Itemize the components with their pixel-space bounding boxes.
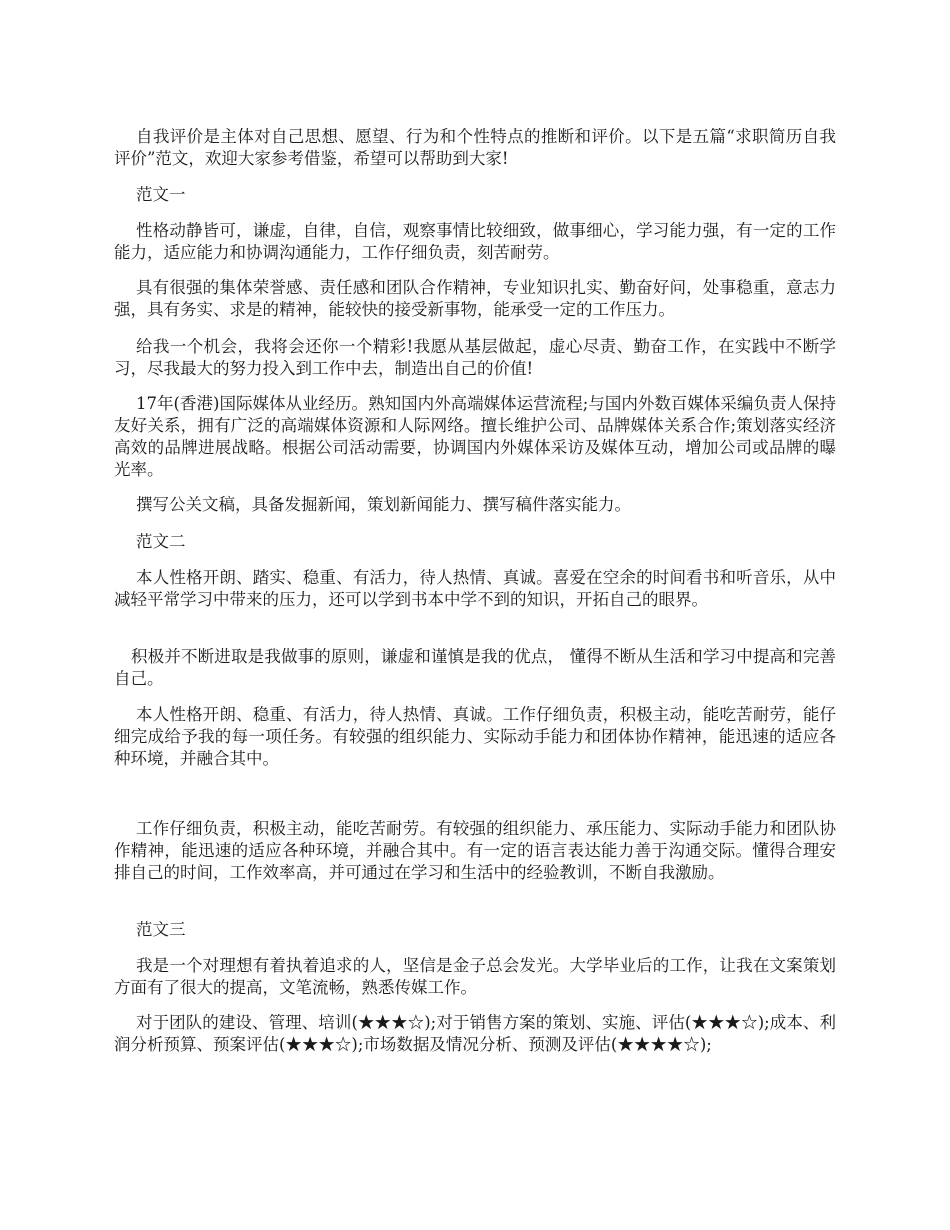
body-paragraph: 本人性格开朗、踏实、稳重、有活力，待人热情、真诚。喜爱在空余的时间看书和听音乐，从中减轻平常学习中带来的压力，还可以学到书本中学不到的知识，开拓自己的眼界。	[114, 568, 836, 609]
body-paragraph: 具有很强的集体荣誉感、责任感和团队合作精神，专业知识扎实、勤奋好问，处事稳重，意志力强，具有务实、求是的精神，能较快的接受新事物，能承受一定的工作压力。	[114, 278, 836, 319]
body-paragraph: 性格动静皆可，谦虚，自律，自信，观察事情比较细致，做事细心，学习能力强，有一定的工作能力，适应能力和协调沟通能力，工作仔细负责，刻苦耐劳。	[114, 221, 836, 262]
section-heading-3: 范文三	[136, 920, 186, 939]
skills-rating-paragraph: 对于团队的建设、管理、培训(★★★☆);对于销售方案的策划、实施、评估(★★★☆);成本、利润分析预算、预案评估(★★★☆);市场数据及情况分析、预测及评估(★★★★☆);	[114, 1013, 836, 1054]
body-paragraph: 撰写公关文稿，具备发掘新闻，策划新闻能力、撰写稿件落实能力。	[136, 495, 631, 514]
body-paragraph: 本人性格开朗、稳重、有活力，待人热情、真诚。工作仔细负责，积极主动，能吃苦耐劳，能仔细完成给予我的每一项任务。有较强的组织能力、实际动手能力和团体协作精神，能迅速的适应各种环境，并融合其中。	[114, 705, 836, 768]
section-heading-2: 范文二	[136, 532, 186, 551]
body-paragraph: 工作仔细负责，积极主动，能吃苦耐劳。有较强的组织能力、承压能力、实际动手能力和团队协作精神，能迅速的适应各种环境，并融合其中。有一定的语言表达能力善于沟通交际。懂得合理安排自己的时间，工作效率高，并可通过在学习和生活中的经验教训，不断自我激励。	[114, 819, 836, 882]
body-paragraph: 17年(香港)国际媒体从业经历。熟知国内外高端媒体运营流程;与国内外数百媒体采编负责人保持友好关系，拥有广泛的高端媒体资源和人际网络。擅长维护公司、品牌媒体关系合作;策划落实经济高效的品牌进展战略。根据公司活动需要，协调国内外媒体采访及媒体互动，增加公司或品牌的曝光率。	[114, 394, 836, 479]
intro-paragraph: 自我评价是主体对自己思想、愿望、行为和个性特点的推断和评价。以下是五篇“求职简历自我评价”范文，欢迎大家参考借鉴，希望可以帮助到大家!	[114, 127, 836, 168]
section-heading-1: 范文一	[136, 185, 186, 204]
body-paragraph: 我是一个对理想有着执着追求的人，坚信是金子总会发光。大学毕业后的工作，让我在文案策划方面有了很大的提高，文笔流畅，熟悉传媒工作。	[114, 956, 836, 997]
body-paragraph: 给我一个机会，我将会还你一个精彩!我愿从基层做起，虚心尽责、勤奋工作，在实践中不断学习，尽我最大的努力投入到工作中去，制造出自己的价值!	[114, 337, 836, 378]
body-paragraph: 积极并不断进取是我做事的原则，谦虚和谨慎是我的优点， 懂得不断从生活和学习中提高和完善自己。	[114, 647, 836, 688]
